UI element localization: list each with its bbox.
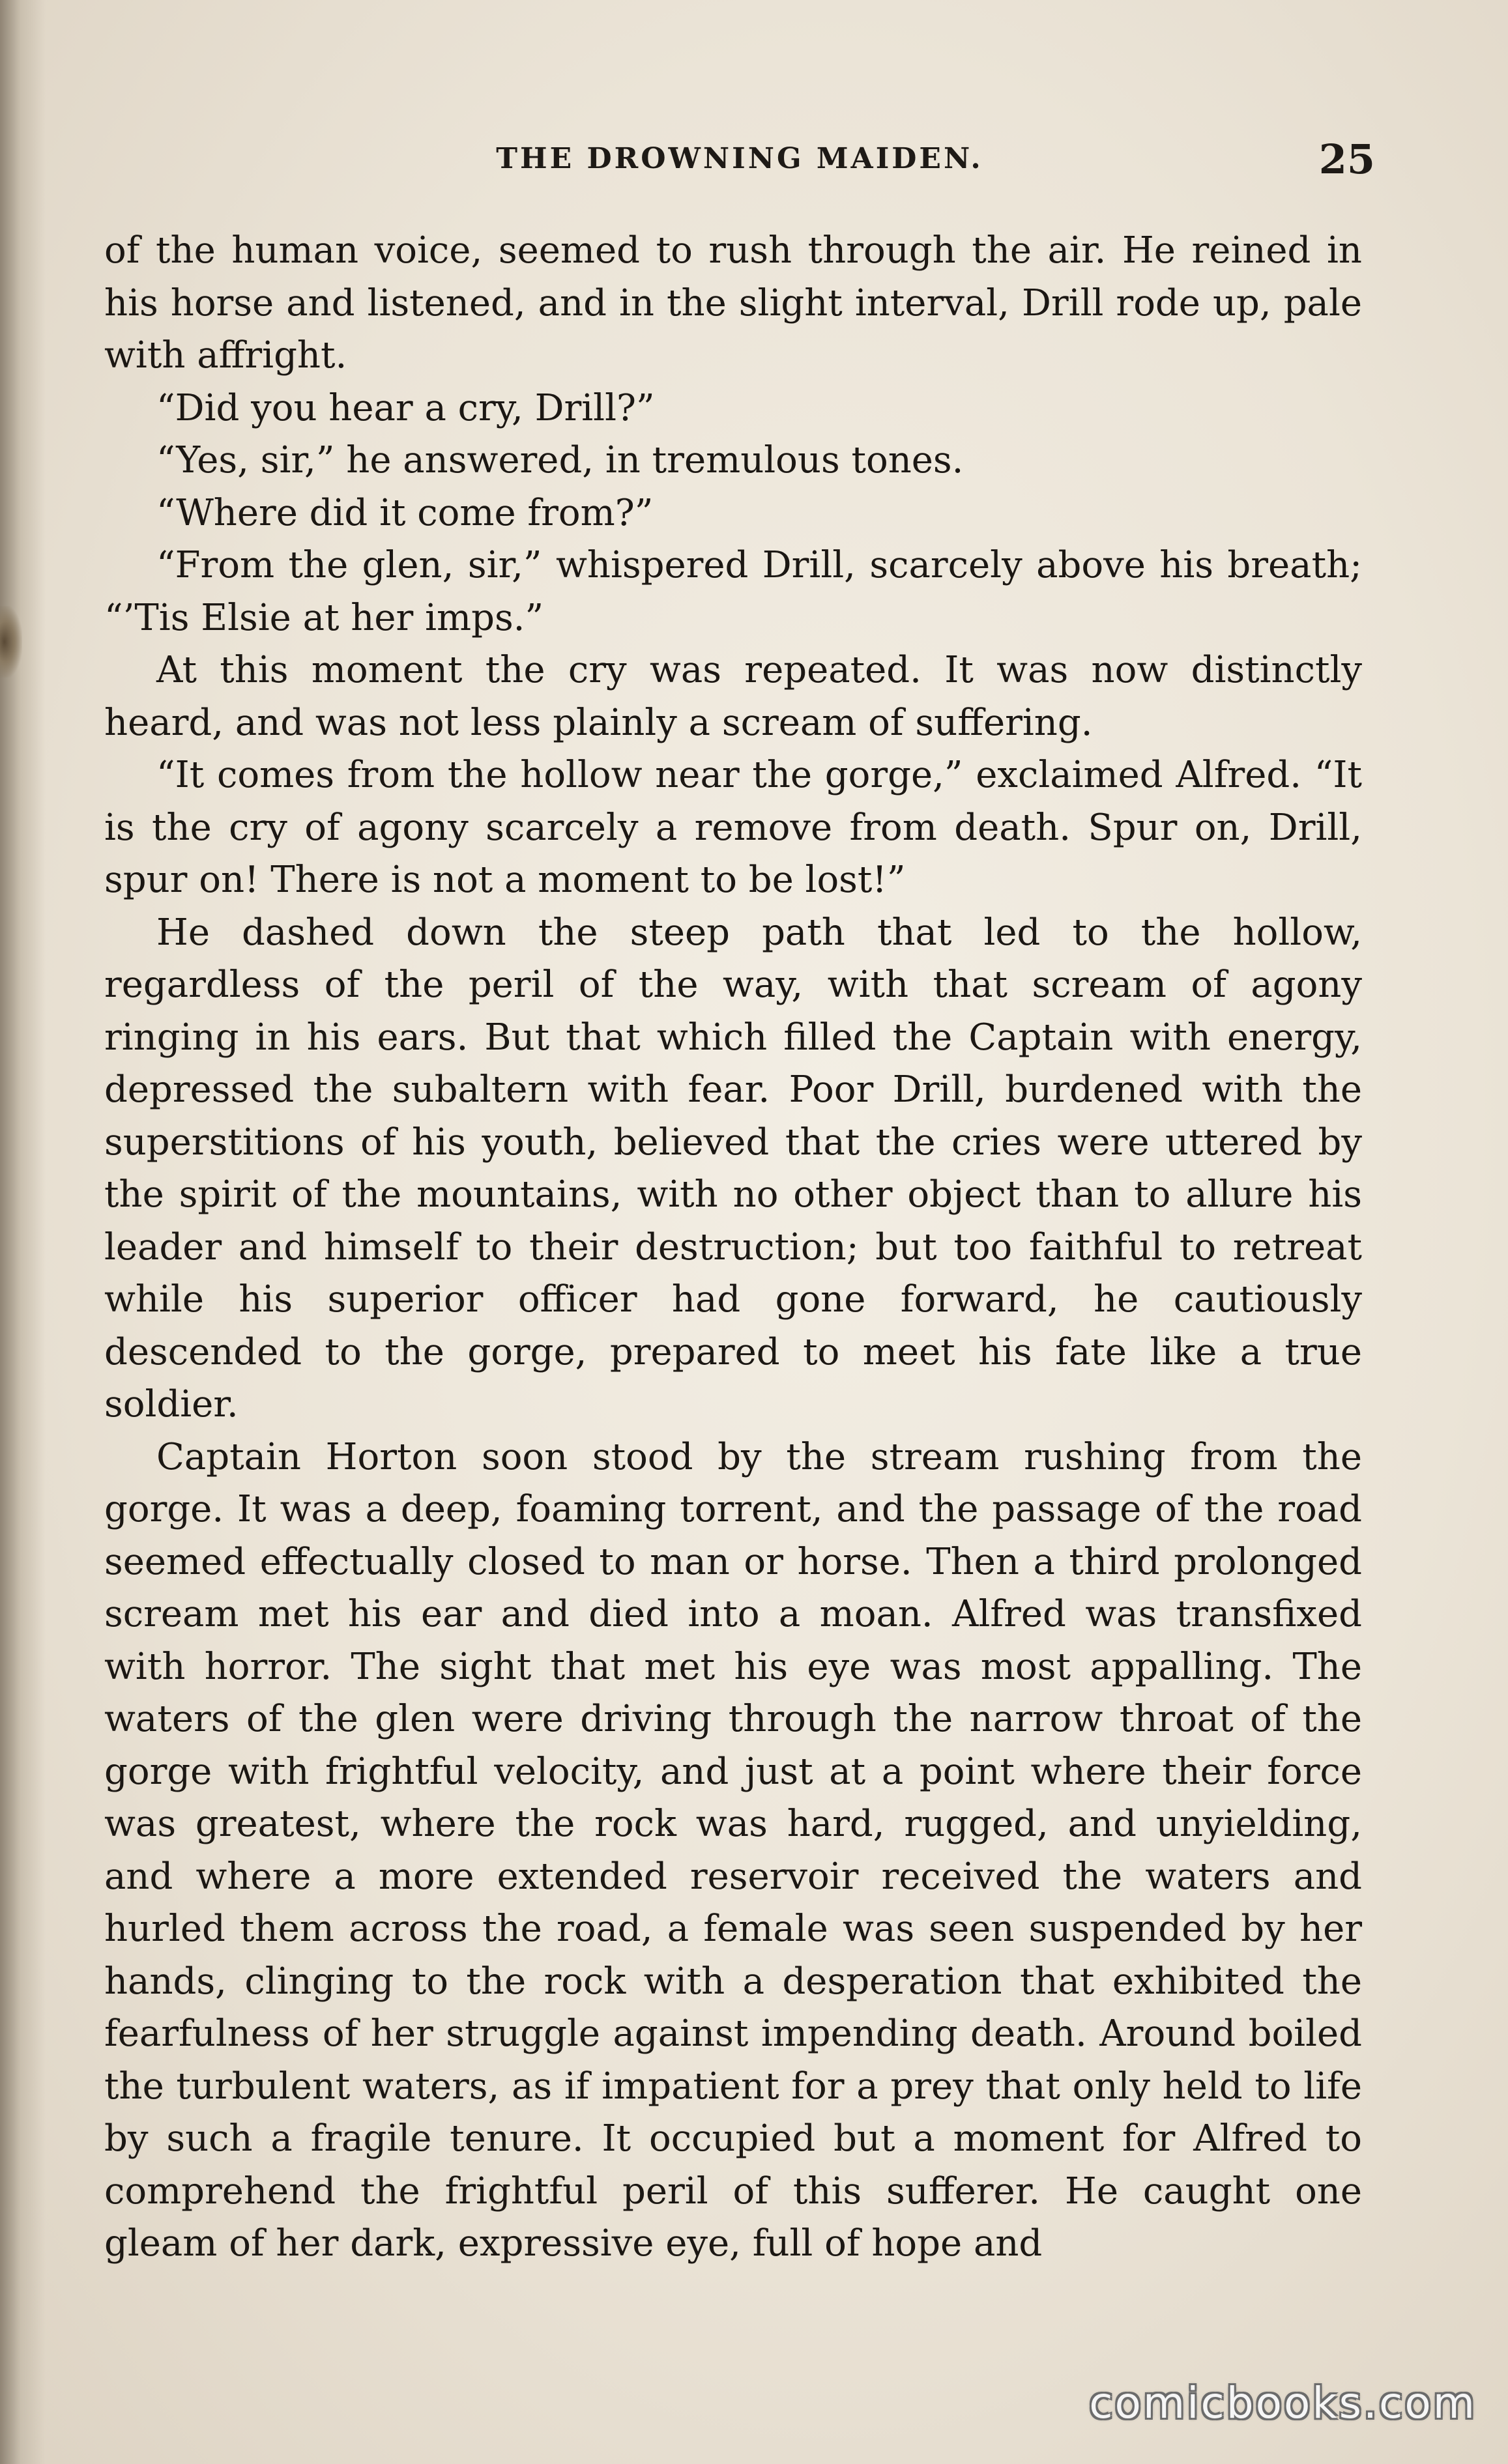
paragraph: He dashed down the steep path that led to the hollow, regardless of the peril of the way, with that scream of agony ringing in his ears. But that which filled the Captain with energy, depressed the subaltern with fear. Poor Drill, burdened with the superstitions of his youth, believed that the cries were uttered by the spirit of the mountains, with no other object than to allure his leader and himself to their destruction; but too faithful to retreat while his superior officer had gone forward, he cautiously descended to the gorge, prepared to meet his fate like a true soldier. [104,911,1362,1425]
paragraph: “Where did it come from?” [156,491,654,534]
page-edge-stain [0,606,22,678]
watermark: comicbooks.com [1089,2378,1477,2428]
running-head: THE DROWNING MAIDEN. [496,142,983,175]
page-number: 25 [1318,136,1375,183]
paragraph: At this moment the cry was repeated. It was now distinctly heard, and was not less plainly a scream of suffering. [104,649,1362,744]
paragraph: “It comes from the hollow near the gorge,” exclaimed Alfred. “It is the cry of agony scarcely a remove from death. Spur on, Drill, spur on! There is not a moment to be lost!” [104,754,1362,901]
page-header [104,130,1375,189]
paragraph: “Yes, sir,” he answered, in tremulous tones. [156,439,964,481]
paragraph: “From the glen, sir,” whispered Drill, scarcely above his breath; “’Tis Elsie at her imps.” [104,544,1362,639]
body-text [104,225,1362,2271]
paragraph: of the human voice, seemed to rush through the air. He reined in his horse and listened, and in the slight interval, Drill rode up, pale with affright. [104,229,1362,377]
paragraph: “Did you hear a cry, Drill?” [156,386,655,429]
page-gutter-shadow [0,0,46,2464]
paragraph: Captain Horton soon stood by the stream rushing from the gorge. It was a deep, foaming torrent, and the passage of the road seemed effectually closed to man or horse. Then a third prolonged scream met his ear and died into a moan. Alfred was transfixed with horror. The sight that met his eye was most appalling. The waters of the glen were driving through the narrow throat of the gorge with frightful velocity, and just at a point where their force was greatest, where the rock was hard, rugged, and unyielding, and where a more extended reservoir received the waters and hurled them across the road, a female was seen suspended by her hands, clinging to the rock with a desperation that exhibited the fearfulness of her struggle against impending death. Around boiled the turbulent waters, as if impatient for a prey that only held to life by such a fragile tenure. It occupied but a moment for Alfred to comprehend the frightful peril of this sufferer. He caught one gleam of her dark, expressive eye, full of hope and [104,1435,1362,2265]
